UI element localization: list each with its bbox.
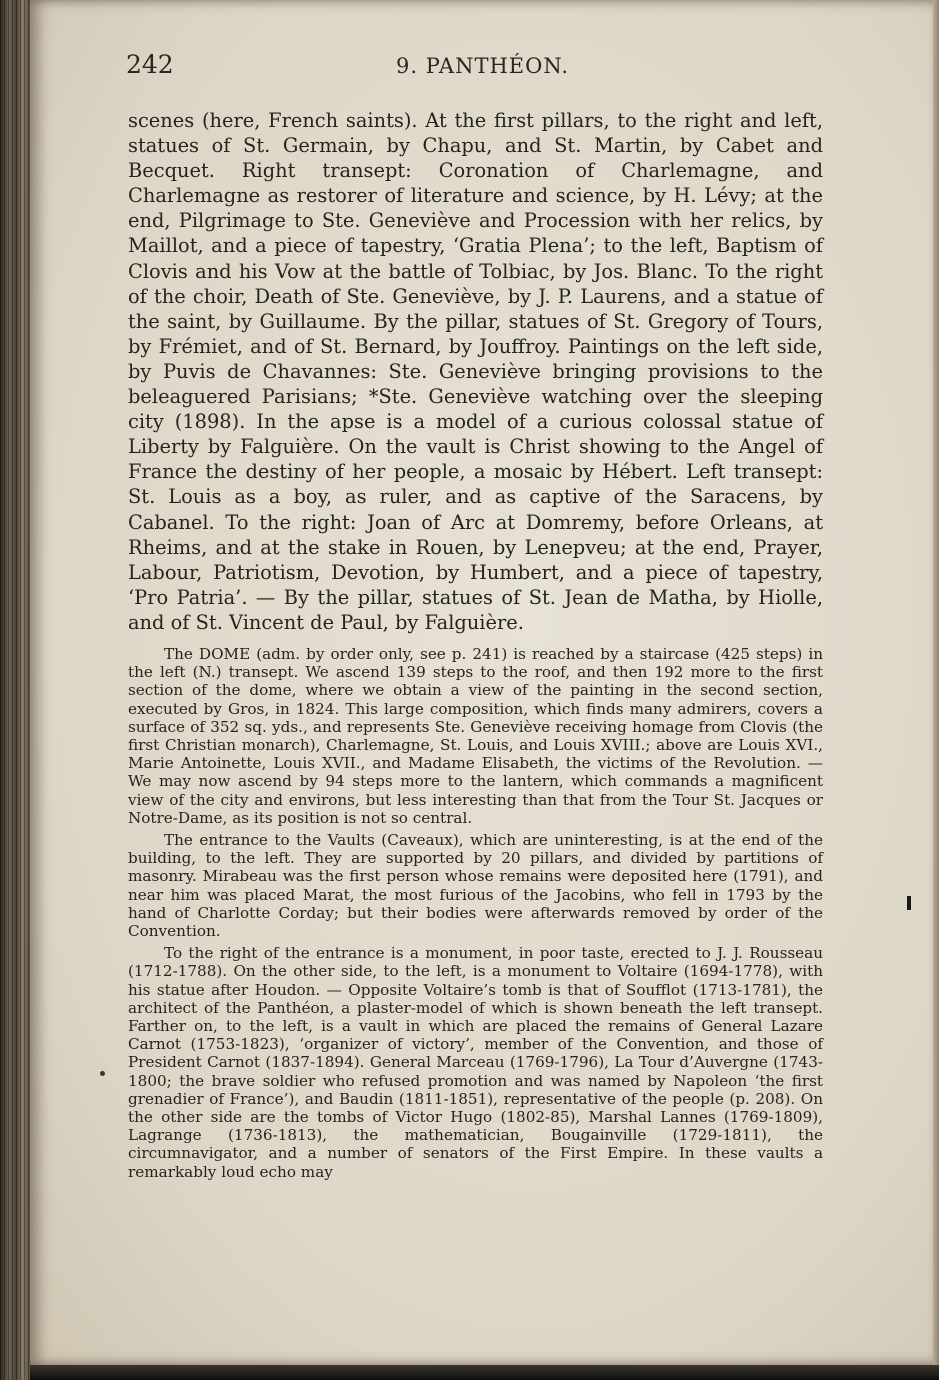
margin-mark <box>907 896 911 910</box>
book-binding-texture <box>0 0 30 1380</box>
vaults-paragraph: The entrance to the Vaults (Caveaux), which are uninteresting, is at the end of the building, to the left. They are supported by 20 pillars, and divided by partitions of masonry. Mirabeau was the first person whose remains were deposited here (1791), and near him was placed Marat, the most furious of the Jacobins, who fell in 1793 by the hand of Charlotte Corday; but their bodies were afterwards removed by order of the Convention. <box>128 831 823 941</box>
page-number: 242 <box>126 50 174 79</box>
dome-paragraph: The DOME (adm. by order only, see p. 241) is reached by a staircase (425 steps) in the left (N.) transept. We ascend 139 steps to the roof, and then 192 more to the first section of the dome, where we obtain a view of the painting in the second section, executed by Gros, in 1824. This large composition, which finds many admirers, covers a surface of 352 sq. yds., and represents Ste. Geneviève receiving homage from Clovis (the first Christian monarch), Charlemagne, St. Louis, and Louis XVIII.; above are Louis XVI., Marie Antoinette, Louis XVII., and Madame Elisabeth, the victims of the Revolution. — We may now ascend by 94 steps more to the lantern, which commands a magnificent view of the city and environs, but less interesting than that from the Tour St. Jacques or Notre-Dame, as its position is not so central. <box>128 644 823 827</box>
page-edge <box>933 0 939 1365</box>
margin-dot <box>100 1071 105 1076</box>
running-head: 9. PANTHÉON. <box>396 54 570 78</box>
main-paragraph: scenes (here, French saints). At the first pillars, to the right and left, statues of St. Germain, by Chapu, and St. Martin, by Cabet and Becquet. Right transept: Coronation of Charlemagne, and Charlemagne as restorer of literature and science, by H. Lévy; at the end, Pilgrimage to Ste. Geneviève and Procession with her relics, by Maillot, and a piece of tapestry, ‘Gratia Plena’; to the left, Baptism of Clovis and his Vow at the battle of Tolbiac, by Jos. Blanc. To the right of the choir, Death of Ste. Geneviève, by J. P. Laurens, and a statue of the saint, by Guillaume. By the pillar, statues of St. Gregory of Tours, by Frémiet, and of St. Bernard, by Jouffroy. Paintings on the left side, by Puvis de Chavannes: Ste. Geneviève bringing provisions to the beleaguered Parisians; *Ste. Geneviève watching over the sleeping city (1898). In the apse is a model of a curious colossal statue of Liberty by Falguière. On the vault is Christ showing to the Angel of France the destiny of her people, a mosaic by Hébert. Left transept: St. Louis as a boy, as ruler, and as captive of the Saracens, by Cabanel. To the right: Joan of Arc at Domremy, before Orleans, at Rheims, and at the stake in Rouen, by Lenepveu; at the end, Prayer, Labour, Patriotism, Devotion, by Humbert, and a piece of tapestry, ‘Pro Patria’. — By the pillar, statues of St. Jean de Matha, by Hiolle, and of St. Vincent de Paul, by Falguière. <box>128 109 823 634</box>
page-header <box>126 50 826 86</box>
page-bottom-shadow <box>30 1365 939 1380</box>
page-body <box>128 108 823 1181</box>
tombs-paragraph: To the right of the entrance is a monument, in poor taste, erected to J. J. Rousseau (1712-1788). On the other side, to the left, is a monument to Voltaire (1694-1778), with his statue after Houdon. — Opposite Voltaire’s tomb is that of Soufflot (1713-1781), the architect of the Panthéon, a plaster-model of which is shown beneath the left transept. Farther on, to the left, is a vault in which are placed the remains of General Lazare Carnot (1753-1823), ‘organizer of victory’, member of the Convention, and those of President Carnot (1837-1894). General Marceau (1769-1796), La Tour d’Auvergne (1743-1800; the brave soldier who refused promotion and was named by Napoleon ‘the first grenadier of France’), and Baudin (1811-1851), representative of the people (p. 208). On the other side are the tombs of Victor Hugo (1802-85), Marshal Lannes (1769-1809), Lagrange (1736-1813), the mathematician, Bougainville (1729-1811), the circumnavigator, and a number of senators of the First Empire. In these vaults a remarkably loud echo may <box>128 944 823 1181</box>
